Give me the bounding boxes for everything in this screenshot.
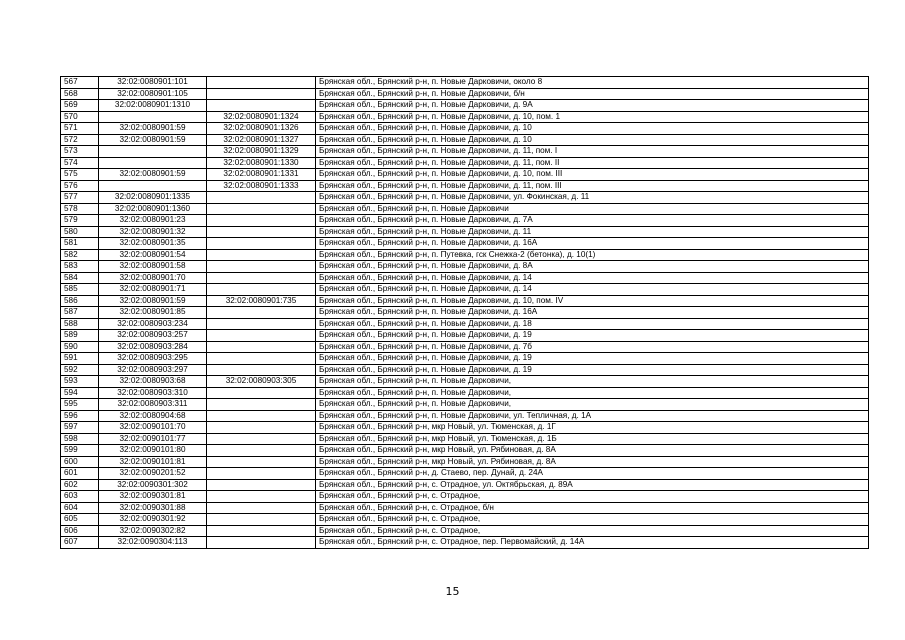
row-number-cell: 586	[61, 295, 99, 307]
address-cell: Брянская обл., Брянский р-н, п. Новые Дарковичи, д. 10	[316, 123, 869, 135]
cadastral-number-cell: 32:02:0080903:297	[99, 364, 207, 376]
row-number-cell: 593	[61, 376, 99, 388]
table-row	[61, 433, 869, 445]
table-row	[61, 445, 869, 457]
address-cell: Брянская обл., Брянский р-н, п. Новые Дарковичи, ул. Фокинская, д. 11	[316, 192, 869, 204]
table-row	[61, 100, 869, 112]
address-cell: Брянская обл., Брянский р-н, п. Новые Дарковичи, д. 11, пом. III	[316, 180, 869, 192]
cadastral-number-cell: 32:02:0080901:71	[99, 284, 207, 296]
row-number-cell: 574	[61, 157, 99, 169]
table-row	[61, 249, 869, 261]
row-number-cell: 573	[61, 146, 99, 158]
row-number-cell: 594	[61, 387, 99, 399]
cadastral-number-cell: 32:02:0080903:295	[99, 353, 207, 365]
related-cadastral-number-cell	[207, 77, 316, 89]
table-row	[61, 123, 869, 135]
related-cadastral-number-cell	[207, 410, 316, 422]
cadastral-number-cell	[99, 111, 207, 123]
cadastral-number-cell: 32:02:0080901:23	[99, 215, 207, 227]
related-cadastral-number-cell: 32:02:0080903:305	[207, 376, 316, 388]
cadastral-number-cell: 32:02:0080901:101	[99, 77, 207, 89]
row-number-cell: 588	[61, 318, 99, 330]
address-cell: Брянская обл., Брянский р-н, п. Новые Дарковичи, б/н	[316, 88, 869, 100]
address-cell: Брянская обл., Брянский р-н, с. Отрадное, ул. Октябрьская, д. 89А	[316, 479, 869, 491]
cadastral-number-cell: 32:02:0080901:1360	[99, 203, 207, 215]
address-cell: Брянская обл., Брянский р-н, п. Новые Дарковичи, д. 7б	[316, 341, 869, 353]
cadastral-number-cell: 32:02:0090201:52	[99, 468, 207, 480]
related-cadastral-number-cell	[207, 330, 316, 342]
cadastral-number-cell: 32:02:0080901:59	[99, 295, 207, 307]
address-cell: Брянская обл., Брянский р-н, п. Новые Дарковичи, д. 9А	[316, 100, 869, 112]
row-number-cell: 567	[61, 77, 99, 89]
row-number-cell: 579	[61, 215, 99, 227]
cadastral-number-cell: 32:02:0090302:82	[99, 525, 207, 537]
row-number-cell: 602	[61, 479, 99, 491]
row-number-cell: 578	[61, 203, 99, 215]
row-number-cell: 569	[61, 100, 99, 112]
row-number-cell: 570	[61, 111, 99, 123]
address-cell: Брянская обл., Брянский р-н, п. Новые Дарковичи, д. 19	[316, 353, 869, 365]
table-row	[61, 272, 869, 284]
address-cell: Брянская обл., Брянский р-н, п. Новые Дарковичи,	[316, 376, 869, 388]
cadastral-number-cell: 32:02:0080903:284	[99, 341, 207, 353]
row-number-cell: 572	[61, 134, 99, 146]
table-row	[61, 353, 869, 365]
row-number-cell: 587	[61, 307, 99, 319]
table-row	[61, 468, 869, 480]
cadastral-number-cell: 32:02:0080901:59	[99, 134, 207, 146]
row-number-cell: 581	[61, 238, 99, 250]
row-number-cell: 605	[61, 514, 99, 526]
related-cadastral-number-cell	[207, 468, 316, 480]
address-cell: Брянская обл., Брянский р-н, с. Отрадное,	[316, 525, 869, 537]
table-row	[61, 192, 869, 204]
table-row	[61, 364, 869, 376]
table-row	[61, 169, 869, 181]
related-cadastral-number-cell	[207, 422, 316, 434]
cadastral-number-cell: 32:02:0080903:234	[99, 318, 207, 330]
table-row	[61, 77, 869, 89]
related-cadastral-number-cell	[207, 479, 316, 491]
address-cell: Брянская обл., Брянский р-н, п. Новые Дарковичи, д. 8А	[316, 261, 869, 273]
address-cell: Брянская обл., Брянский р-н, п. Новые Дарковичи, д. 11, пом. II	[316, 157, 869, 169]
row-number-cell: 592	[61, 364, 99, 376]
cadastral-number-cell: 32:02:0080904:68	[99, 410, 207, 422]
related-cadastral-number-cell	[207, 491, 316, 503]
address-cell: Брянская обл., Брянский р-н, п. Новые Дарковичи, д. 14	[316, 284, 869, 296]
address-cell: Брянская обл., Брянский р-н, п. Новые Дарковичи, д. 19	[316, 330, 869, 342]
address-cell: Брянская обл., Брянский р-н, с. Отрадное, пер. Первомайский, д. 14А	[316, 537, 869, 549]
row-number-cell: 582	[61, 249, 99, 261]
row-number-cell: 601	[61, 468, 99, 480]
row-number-cell: 568	[61, 88, 99, 100]
table-row	[61, 376, 869, 388]
cadastral-number-cell: 32:02:0080901:54	[99, 249, 207, 261]
table-row	[61, 238, 869, 250]
cadastral-number-cell: 32:02:0090304:113	[99, 537, 207, 549]
cadastral-number-cell: 32:02:0080903:68	[99, 376, 207, 388]
cadastral-number-cell: 32:02:0090101:81	[99, 456, 207, 468]
related-cadastral-number-cell: 32:02:0080901:735	[207, 295, 316, 307]
related-cadastral-number-cell	[207, 203, 316, 215]
cadastral-number-cell: 32:02:0090101:80	[99, 445, 207, 457]
address-cell: Брянская обл., Брянский р-н, с. Отрадное,	[316, 491, 869, 503]
related-cadastral-number-cell: 32:02:0080901:1333	[207, 180, 316, 192]
related-cadastral-number-cell	[207, 249, 316, 261]
table-row	[61, 410, 869, 422]
address-cell: Брянская обл., Брянский р-н, п. Новые Дарковичи, д. 7А	[316, 215, 869, 227]
address-cell: Брянская обл., Брянский р-н, п. Новые Дарковичи, д. 19	[316, 364, 869, 376]
related-cadastral-number-cell	[207, 353, 316, 365]
row-number-cell: 589	[61, 330, 99, 342]
related-cadastral-number-cell	[207, 261, 316, 273]
table-row	[61, 491, 869, 503]
address-cell: Брянская обл., Брянский р-н, п. Новые Дарковичи, д. 16А	[316, 238, 869, 250]
cadastral-number-cell: 32:02:0090301:81	[99, 491, 207, 503]
table-row	[61, 456, 869, 468]
cadastral-number-cell: 32:02:0090301:302	[99, 479, 207, 491]
address-cell: Брянская обл., Брянский р-н, д. Стаево, пер. Дунай, д. 24А	[316, 468, 869, 480]
row-number-cell: 576	[61, 180, 99, 192]
related-cadastral-number-cell	[207, 387, 316, 399]
row-number-cell: 596	[61, 410, 99, 422]
cadastral-number-cell: 32:02:0080901:70	[99, 272, 207, 284]
table-row	[61, 537, 869, 549]
cadastral-number-cell: 32:02:0080901:58	[99, 261, 207, 273]
table-row	[61, 88, 869, 100]
related-cadastral-number-cell	[207, 445, 316, 457]
table-row	[61, 514, 869, 526]
related-cadastral-number-cell	[207, 226, 316, 238]
address-cell: Брянская обл., Брянский р-н, п. Новые Дарковичи, д. 14	[316, 272, 869, 284]
row-number-cell: 590	[61, 341, 99, 353]
related-cadastral-number-cell: 32:02:0080901:1324	[207, 111, 316, 123]
row-number-cell: 599	[61, 445, 99, 457]
address-cell: Брянская обл., Брянский р-н, п. Новые Дарковичи, д. 11, пом. I	[316, 146, 869, 158]
row-number-cell: 597	[61, 422, 99, 434]
address-cell: Брянская обл., Брянский р-н, п. Новые Дарковичи, д. 10, пом. 1	[316, 111, 869, 123]
cadastral-number-cell: 32:02:0090301:92	[99, 514, 207, 526]
row-number-cell: 580	[61, 226, 99, 238]
cadastral-number-cell	[99, 157, 207, 169]
related-cadastral-number-cell	[207, 341, 316, 353]
address-cell: Брянская обл., Брянский р-н, п. Новые Дарковичи, д. 10, пом. IV	[316, 295, 869, 307]
table-row	[61, 422, 869, 434]
table-row	[61, 134, 869, 146]
table-row	[61, 261, 869, 273]
table-row	[61, 295, 869, 307]
table-row	[61, 479, 869, 491]
table-row	[61, 146, 869, 158]
address-cell: Брянская обл., Брянский р-н, мкр Новый, ул. Рябиновая, д. 8А	[316, 456, 869, 468]
address-cell: Брянская обл., Брянский р-н, с. Отрадное,	[316, 514, 869, 526]
cadastral-number-cell: 32:02:0080901:32	[99, 226, 207, 238]
cadastral-number-cell	[99, 146, 207, 158]
related-cadastral-number-cell	[207, 307, 316, 319]
related-cadastral-number-cell: 32:02:0080901:1331	[207, 169, 316, 181]
related-cadastral-number-cell	[207, 502, 316, 514]
address-cell: Брянская обл., Брянский р-н, с. Отрадное, б/н	[316, 502, 869, 514]
table-row	[61, 307, 869, 319]
related-cadastral-number-cell	[207, 364, 316, 376]
row-number-cell: 585	[61, 284, 99, 296]
row-number-cell: 603	[61, 491, 99, 503]
related-cadastral-number-cell	[207, 525, 316, 537]
table-row	[61, 226, 869, 238]
table-row	[61, 284, 869, 296]
related-cadastral-number-cell	[207, 88, 316, 100]
cadastral-number-cell: 32:02:0080901:59	[99, 123, 207, 135]
row-number-cell: 598	[61, 433, 99, 445]
address-cell: Брянская обл., Брянский р-н, п. Новые Дарковичи	[316, 203, 869, 215]
address-cell: Брянская обл., Брянский р-н, п. Новые Дарковичи, д. 10, пом. III	[316, 169, 869, 181]
table-row	[61, 203, 869, 215]
row-number-cell: 584	[61, 272, 99, 284]
address-cell: Брянская обл., Брянский р-н, п. Новые Дарковичи,	[316, 387, 869, 399]
address-cell: Брянская обл., Брянский р-н, мкр Новый, ул. Тюменская, д. 1Г	[316, 422, 869, 434]
row-number-cell: 591	[61, 353, 99, 365]
row-number-cell: 606	[61, 525, 99, 537]
cadastral-number-cell: 32:02:0090301:88	[99, 502, 207, 514]
cadastral-number-cell: 32:02:0080901:1310	[99, 100, 207, 112]
table-row	[61, 318, 869, 330]
cadastral-number-cell: 32:02:0080901:105	[99, 88, 207, 100]
address-cell: Брянская обл., Брянский р-н, п. Новые Дарковичи, д. 11	[316, 226, 869, 238]
table-row	[61, 180, 869, 192]
related-cadastral-number-cell	[207, 192, 316, 204]
related-cadastral-number-cell	[207, 318, 316, 330]
address-cell: Брянская обл., Брянский р-н, мкр Новый, ул. Тюменская, д. 1Б	[316, 433, 869, 445]
cadastral-number-cell: 32:02:0090101:77	[99, 433, 207, 445]
cadastral-number-cell: 32:02:0080903:310	[99, 387, 207, 399]
row-number-cell: 575	[61, 169, 99, 181]
table-row	[61, 111, 869, 123]
related-cadastral-number-cell	[207, 238, 316, 250]
related-cadastral-number-cell	[207, 514, 316, 526]
cadastral-number-cell: 32:02:0080901:85	[99, 307, 207, 319]
row-number-cell: 577	[61, 192, 99, 204]
cadastral-number-cell	[99, 180, 207, 192]
row-number-cell: 600	[61, 456, 99, 468]
cadastral-number-cell: 32:02:0080901:1335	[99, 192, 207, 204]
table-row	[61, 330, 869, 342]
address-cell: Брянская обл., Брянский р-н, п. Новые Дарковичи, д. 10	[316, 134, 869, 146]
row-number-cell: 607	[61, 537, 99, 549]
address-cell: Брянская обл., Брянский р-н, п. Путевка, гск Снежка-2 (бетонка), д. 10(1)	[316, 249, 869, 261]
related-cadastral-number-cell	[207, 215, 316, 227]
related-cadastral-number-cell	[207, 272, 316, 284]
related-cadastral-number-cell	[207, 100, 316, 112]
table-row	[61, 525, 869, 537]
row-number-cell: 604	[61, 502, 99, 514]
table-row	[61, 399, 869, 411]
cadastral-number-cell: 32:02:0090101:70	[99, 422, 207, 434]
related-cadastral-number-cell: 32:02:0080901:1326	[207, 123, 316, 135]
cadastral-number-cell: 32:02:0080901:59	[99, 169, 207, 181]
related-cadastral-number-cell	[207, 537, 316, 549]
related-cadastral-number-cell: 32:02:0080901:1327	[207, 134, 316, 146]
related-cadastral-number-cell	[207, 456, 316, 468]
related-cadastral-number-cell	[207, 284, 316, 296]
address-cell: Брянская обл., Брянский р-н, п. Новые Дарковичи, д. 16А	[316, 307, 869, 319]
property-table-body	[61, 77, 869, 549]
property-table	[60, 76, 869, 549]
related-cadastral-number-cell	[207, 433, 316, 445]
row-number-cell: 595	[61, 399, 99, 411]
cadastral-number-cell: 32:02:0080903:311	[99, 399, 207, 411]
address-cell: Брянская обл., Брянский р-н, п. Новые Дарковичи,	[316, 399, 869, 411]
table-row	[61, 157, 869, 169]
related-cadastral-number-cell: 32:02:0080901:1330	[207, 157, 316, 169]
row-number-cell: 571	[61, 123, 99, 135]
related-cadastral-number-cell: 32:02:0080901:1329	[207, 146, 316, 158]
address-cell: Брянская обл., Брянский р-н, п. Новые Дарковичи, ул. Тепличная, д. 1А	[316, 410, 869, 422]
related-cadastral-number-cell	[207, 399, 316, 411]
table-row	[61, 341, 869, 353]
table-row	[61, 387, 869, 399]
row-number-cell: 583	[61, 261, 99, 273]
table-row	[61, 502, 869, 514]
address-cell: Брянская обл., Брянский р-н, п. Новые Дарковичи, д. 18	[316, 318, 869, 330]
page-number: 15	[445, 585, 460, 598]
cadastral-number-cell: 32:02:0080901:35	[99, 238, 207, 250]
address-cell: Брянская обл., Брянский р-н, мкр Новый, ул. Рябиновая, д. 8А	[316, 445, 869, 457]
table-row	[61, 215, 869, 227]
cadastral-number-cell: 32:02:0080903:257	[99, 330, 207, 342]
address-cell: Брянская обл., Брянский р-н, п. Новые Дарковичи, около 8	[316, 77, 869, 89]
